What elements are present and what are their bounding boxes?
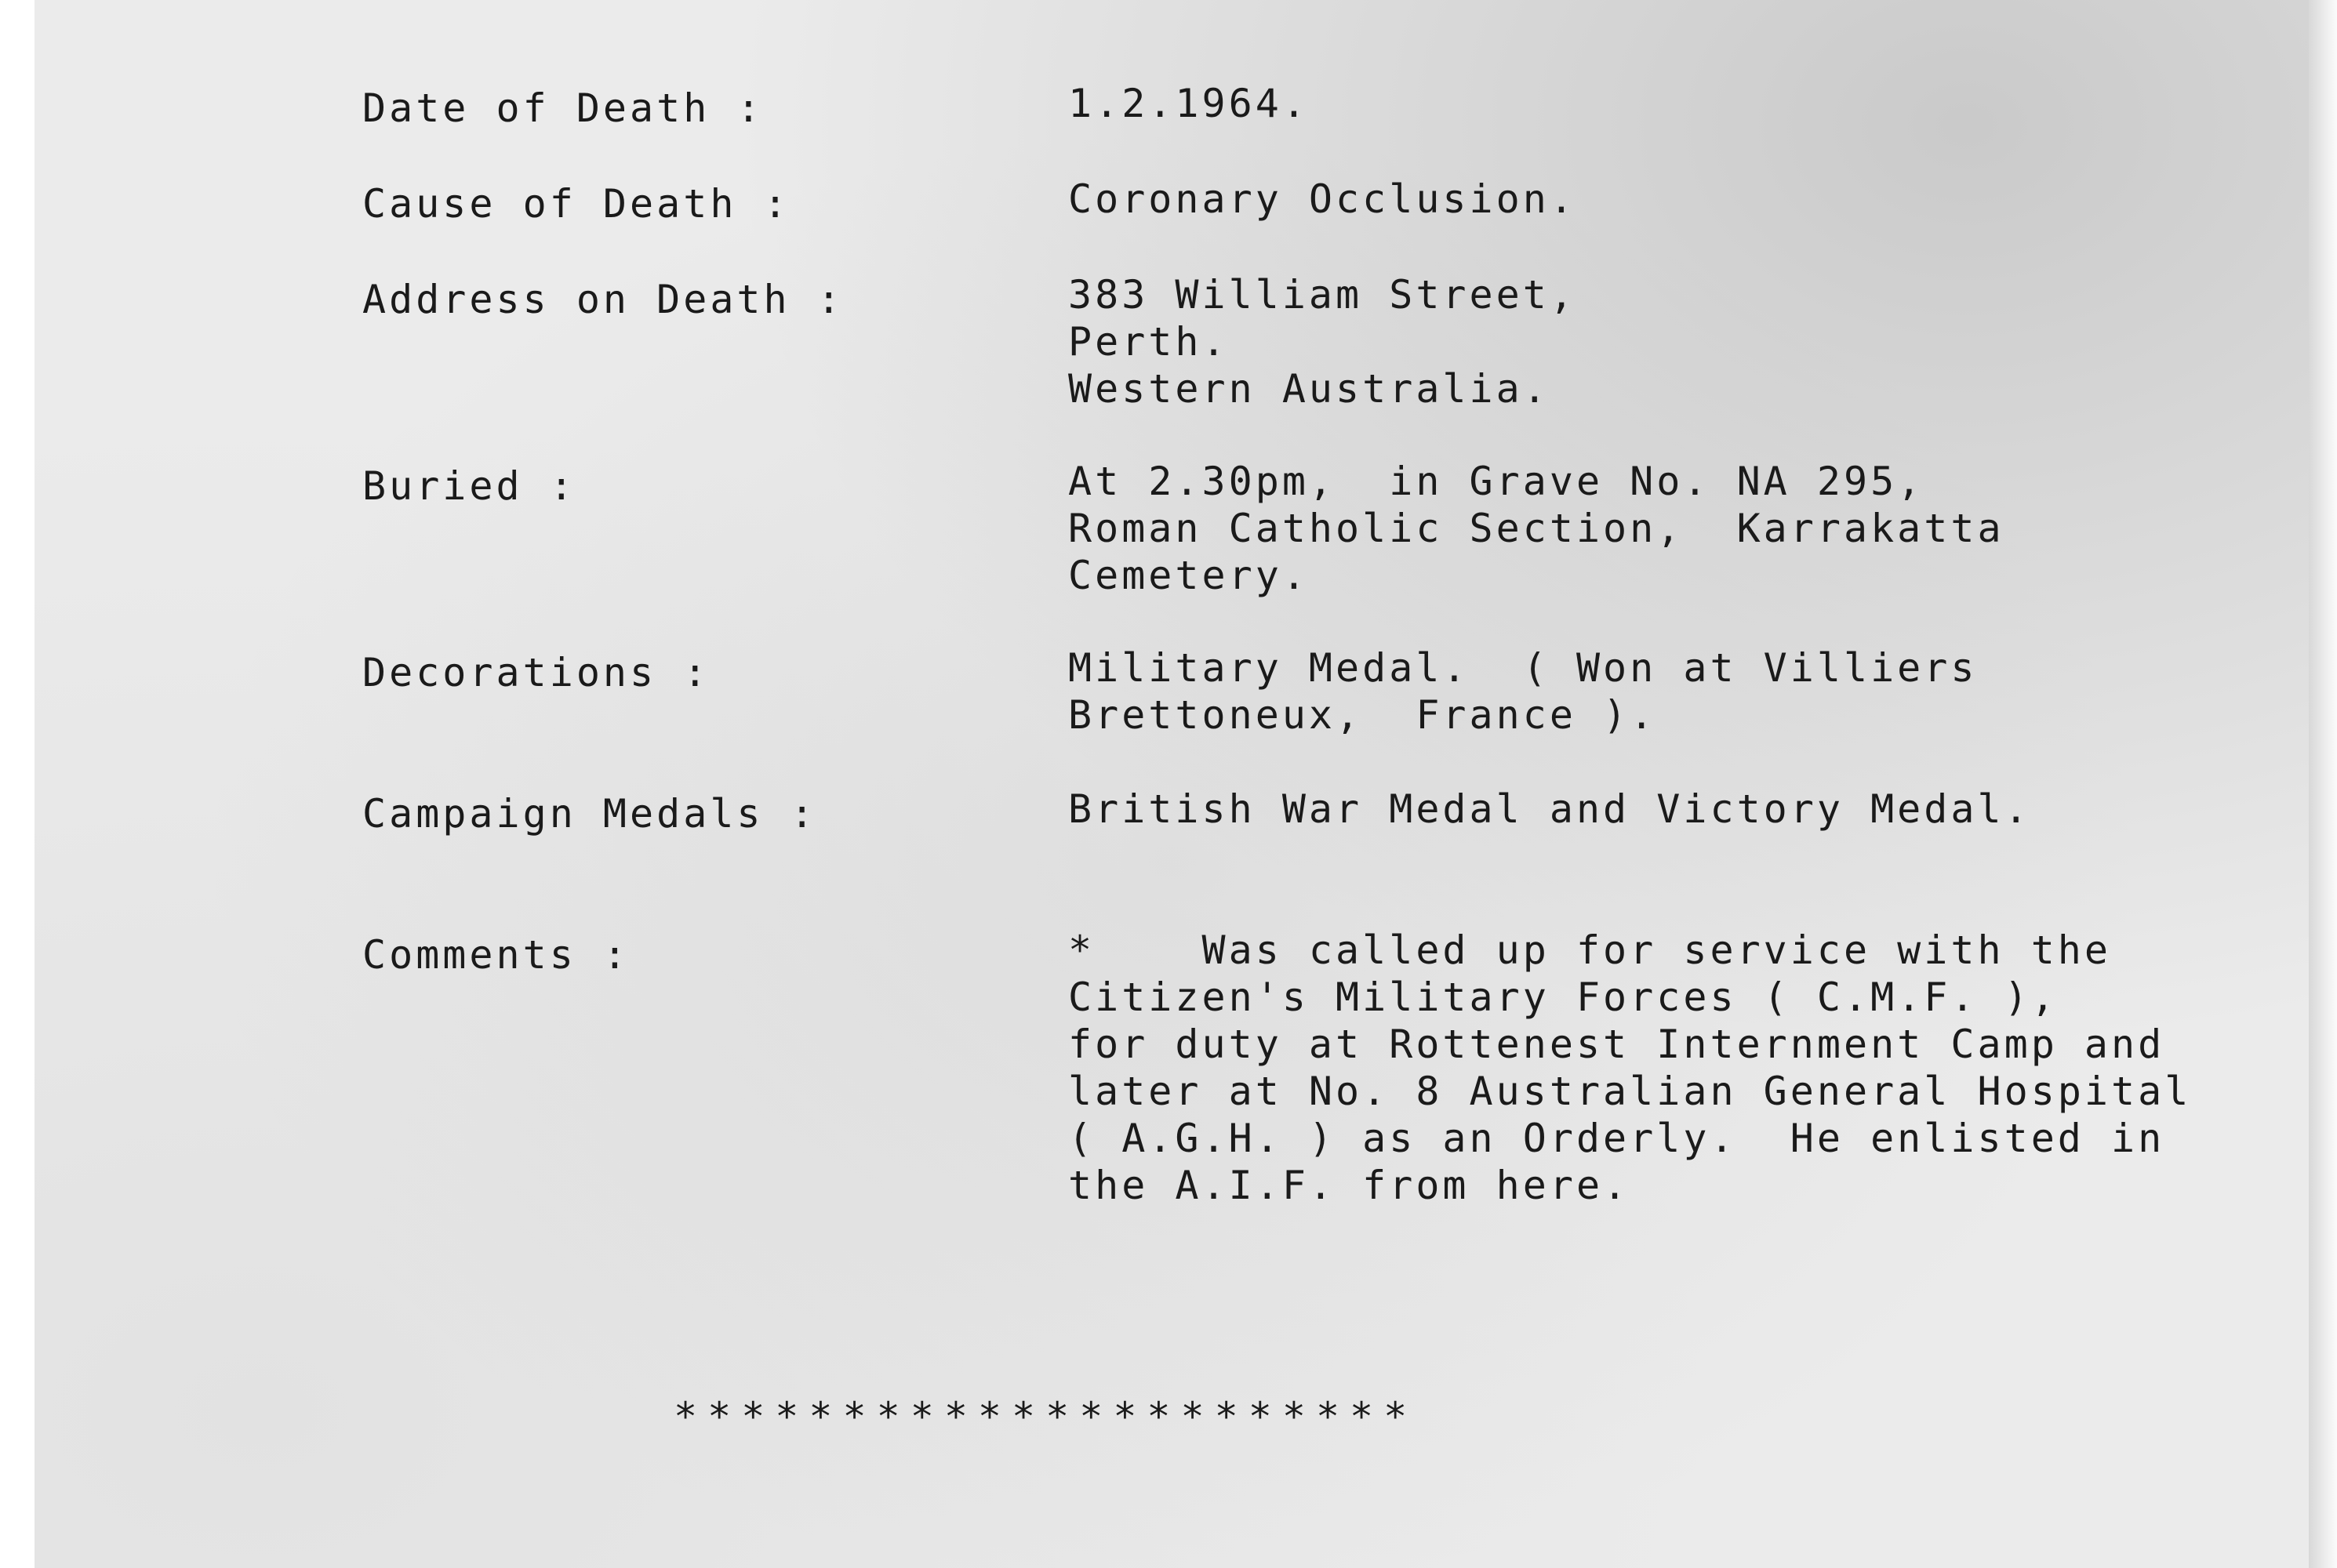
comments-line-1: * Was called up for service with the: [1068, 927, 2111, 973]
decorations-line-2: Brettoneux, France ).: [1068, 692, 1657, 738]
address-line-3: Western Australia.: [1068, 366, 1550, 412]
page-edge: [2309, 0, 2337, 1568]
decorations-line-1: Military Medal. ( Won at Villiers: [1068, 645, 1978, 691]
date-of-death-value: 1.2.1964.: [1068, 81, 1309, 126]
document-page: [35, 0, 2309, 1568]
cause-of-death-value: Coronary Occlusion.: [1068, 176, 1576, 222]
address-line-1: 383 William Street,: [1068, 272, 1576, 318]
comments-line-2: Citizen's Military Forces ( C.M.F. ),: [1068, 975, 2058, 1020]
cause-of-death-label: Cause of Death :: [362, 181, 791, 227]
comments-line-4: later at No. 8 Australian General Hospital: [1068, 1069, 2192, 1114]
buried-line-3: Cemetery.: [1068, 553, 1309, 598]
comments-label: Comments :: [362, 932, 631, 978]
campaign-medals-label: Campaign Medals :: [362, 791, 817, 837]
address-line-2: Perth.: [1068, 319, 1229, 365]
campaign-medals-value: British War Medal and Victory Medal.: [1068, 786, 2031, 832]
address-on-death-label: Address on Death :: [362, 277, 844, 322]
buried-line-2: Roman Catholic Section, Karrakatta: [1068, 506, 2004, 551]
decorations-label: Decorations :: [362, 650, 711, 695]
buried-line-1: At 2.30pm, in Grave No. NA 295,: [1068, 459, 1924, 504]
comments-line-5: ( A.G.H. ) as an Orderly. He enlisted in: [1068, 1116, 2165, 1161]
date-of-death-label: Date of Death :: [362, 85, 764, 131]
comments-line-6: the A.I.F. from here.: [1068, 1163, 1630, 1208]
asterisk-separator: **********************: [674, 1394, 1418, 1439]
buried-label: Buried :: [362, 463, 576, 509]
comments-line-3: for duty at Rottenest Internment Camp and: [1068, 1022, 2165, 1067]
